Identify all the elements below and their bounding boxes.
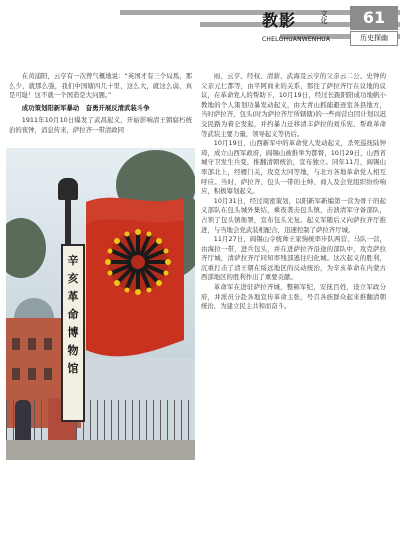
red-flag-with-star: [86, 190, 184, 365]
paragraph: 10月19日，山西新军中的革命党人发动起义，杀死巡抚陆钟琦，成立山西军政府，阎锡山被推举为都督，10月29日，山西省城守卫发生兵变，推翻清朝统治，宣布独立。同年11月，阎锡山率部北上，经雁门关，攻克大同等地，与北方各地革命党人相互呼应。当时，萨拉齐、包头一带的士绅、商人及会党组织纷纷响应，积极筹划起义。: [201, 139, 386, 196]
museum-photo: [6, 148, 195, 460]
paragraph: 1911年10月10日爆发了武昌起义，开始影响清王朝腐朽统治的夜钟，消息传来，萨拉齐一带清政同: [9, 116, 192, 134]
paragraph: 11月27日，阎锡山令统帅王家驹统率步队两营、马队一营，由海拉一带，进兵包头，并在进萨拉齐沿途的部队中，攻克萨拉齐厅城，清萨拉齐厅同知率残部逃往归化城。这次起义的胜利，沉重打击了清王朝在绥远地区的反动统治，为辛亥革命在内蒙古西部地区的胜利作出了重要贡献。: [201, 235, 386, 282]
right-column-text: [201, 72, 386, 530]
page-number: 61: [350, 6, 398, 30]
paragraph: 雨、云亨、经权、清薪、武海及云亨的父亲云二公、史钟的父亲元仁都等，由平阿商业的关系，那往了萨拉齐厅在议地的议议，在革命党人的帮助下，10月19日，经过长跪阳阳成功地帆小教地的个人策划功暴发动起义，由大青山抓捕避迹室各县地方，当时萨拉齐，包头(时为萨拉齐厅所辖辖)的一些商营白因计划以迟交民路为着仑发起，并约暴力迁移清丰萨拉的刘乐宪、帮政革命等武装主要力量，领导起义等仍后。: [201, 72, 386, 138]
section-label: 历史探幽: [350, 31, 398, 46]
paragraph: 革命军在进驻萨拉齐城，整顿军纪，安抚百姓，设立军政分府，并派员分赴各地宣传革命主张，号召各族群众起来推翻清朝统治，为建立民主共和而奋斗。: [201, 283, 386, 311]
left-column-text: [9, 72, 192, 144]
magazine-logo: [262, 8, 348, 48]
museum-sign-text: 辛亥革命博物馆: [67, 254, 79, 375]
logo-title: 教影: [262, 11, 297, 30]
logo-english: CHELGHUANWENHUA: [262, 36, 331, 43]
paragraph: 10月31日，经过周密策划，以阳新军新编第一营为骨干的起义部队在包头城外集结，乘夜袭击包头镇，击溃清军守备部队，占领了包头镇衙署，宣布包头光复。起义军随后又向萨拉齐厅推进，与当地会党武装相配合，迅速控制了萨拉齐厅城。: [201, 196, 386, 234]
header: [0, 0, 400, 66]
logo-subtitle: 文化: [320, 10, 328, 24]
paragraph: 在黄浦阳，云亨有一次曾气概地说：“英国才有三个局馬，那么少，就那么强，我们中国辖四几十里，这么大，就这么弱，真是可耻！这不就一个国造是大问题。”: [9, 72, 192, 100]
museum-sign: [61, 244, 85, 422]
section-heading: 成功策划阳新军暴动 奋勇开展反清武装斗争: [21, 103, 150, 112]
photo-ground: [6, 440, 195, 460]
lamp-head: [58, 178, 78, 200]
